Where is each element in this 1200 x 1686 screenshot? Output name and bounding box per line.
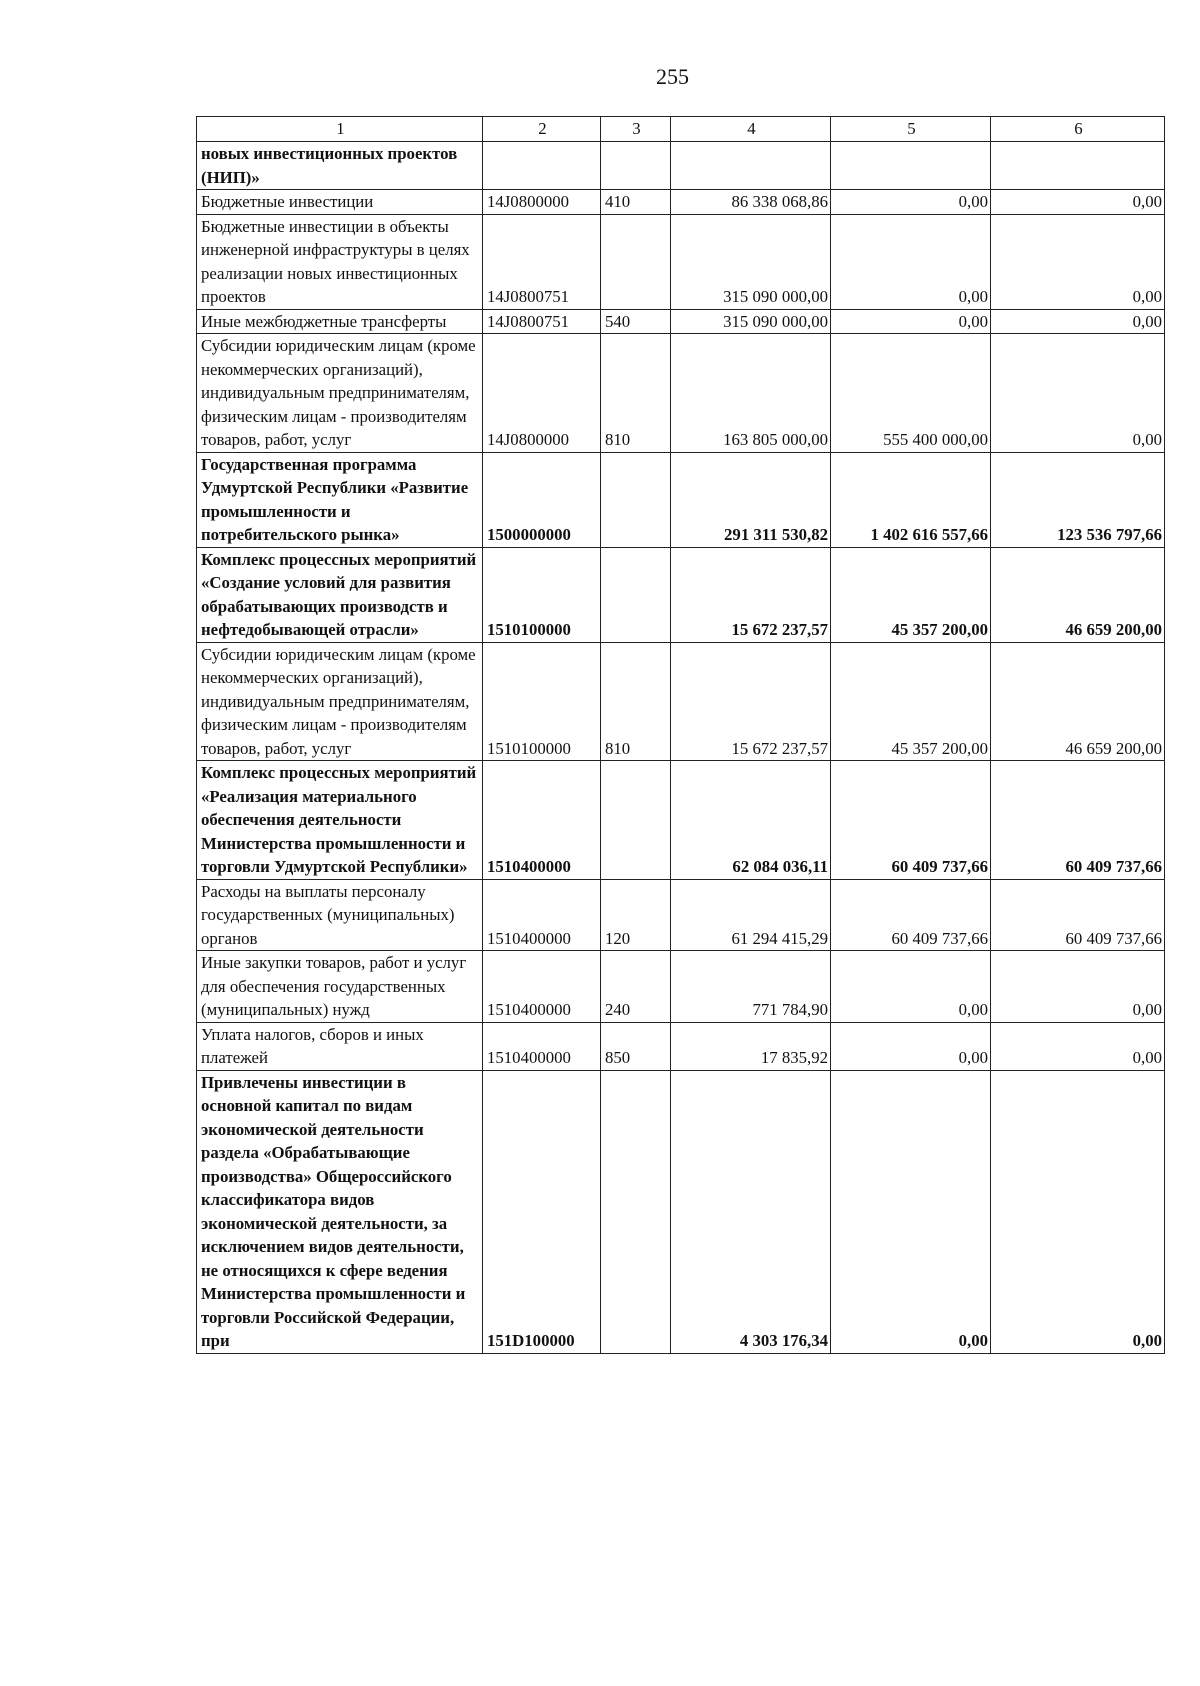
expense-type-cell: 810 (601, 334, 671, 453)
amount-col4-cell: 4 303 176,34 (671, 1070, 831, 1353)
amount-col5-cell: 0,00 (831, 309, 991, 334)
amount-col4-cell: 315 090 000,00 (671, 214, 831, 309)
expense-type-cell (601, 214, 671, 309)
row-name-cell: Уплата налогов, сборов и иных платежей (197, 1022, 483, 1070)
amount-col6-cell: 60 409 737,66 (991, 761, 1165, 880)
amount-col4-cell: 771 784,90 (671, 951, 831, 1023)
amount-col6-cell: 60 409 737,66 (991, 879, 1165, 951)
amount-col4-cell: 62 084 036,11 (671, 761, 831, 880)
target-code-cell: 1510400000 (483, 951, 601, 1023)
amount-col4-cell: 15 672 237,57 (671, 642, 831, 761)
table-row (197, 761, 1165, 880)
table-row (197, 951, 1165, 1023)
expense-type-cell (601, 761, 671, 880)
amount-col5-cell: 60 409 737,66 (831, 761, 991, 880)
amount-col6-cell: 0,00 (991, 190, 1165, 215)
table-row (197, 214, 1165, 309)
amount-col6-cell: 123 536 797,66 (991, 452, 1165, 547)
amount-col6-cell (991, 142, 1165, 190)
row-name-cell: Субсидии юридическим лицам (кроме некоммерческих организаций), индивидуальным предпринимателям, физическим лицам - производителям товаров, работ, услуг (197, 334, 483, 453)
amount-col4-cell: 315 090 000,00 (671, 309, 831, 334)
table-row (197, 547, 1165, 642)
column-number: 2 (483, 117, 601, 142)
amount-col5-cell: 60 409 737,66 (831, 879, 991, 951)
target-code-cell: 14J0800000 (483, 334, 601, 453)
target-code-cell (483, 142, 601, 190)
expense-type-cell (601, 142, 671, 190)
row-name-cell: Иные закупки товаров, работ и услуг для обеспечения государственных (муниципальных) нужд (197, 951, 483, 1023)
expense-type-cell (601, 547, 671, 642)
amount-col5-cell: 45 357 200,00 (831, 547, 991, 642)
amount-col5-cell: 45 357 200,00 (831, 642, 991, 761)
budget-table (196, 116, 1165, 1354)
amount-col5-cell (831, 142, 991, 190)
row-name-cell: Бюджетные инвестиции в объекты инженерной инфраструктуры в целях реализации новых инвестиционных проектов (197, 214, 483, 309)
target-code-cell: 1510400000 (483, 1022, 601, 1070)
target-code-cell: 151D100000 (483, 1070, 601, 1353)
table-row (197, 334, 1165, 453)
table-row (197, 1022, 1165, 1070)
amount-col4-cell: 291 311 530,82 (671, 452, 831, 547)
budget-table-body (197, 117, 1165, 1354)
expense-type-cell: 540 (601, 309, 671, 334)
amount-col6-cell: 46 659 200,00 (991, 642, 1165, 761)
expense-type-cell (601, 1070, 671, 1353)
column-number: 1 (197, 117, 483, 142)
amount-col5-cell: 0,00 (831, 1070, 991, 1353)
expense-type-cell: 850 (601, 1022, 671, 1070)
amount-col6-cell: 0,00 (991, 951, 1165, 1023)
expense-type-cell: 810 (601, 642, 671, 761)
row-name-cell: Иные межбюджетные трансферты (197, 309, 483, 334)
row-name-cell: новых инвестиционных проектов (НИП)» (197, 142, 483, 190)
table-row (197, 452, 1165, 547)
amount-col4-cell: 15 672 237,57 (671, 547, 831, 642)
target-code-cell: 1510100000 (483, 642, 601, 761)
column-number: 3 (601, 117, 671, 142)
table-row (197, 879, 1165, 951)
row-name-cell: Комплекс процессных мероприятий «Создание условий для развития обрабатывающих производств и нефтедобывающей отрасли» (197, 547, 483, 642)
target-code-cell: 14J0800751 (483, 309, 601, 334)
target-code-cell: 1510400000 (483, 879, 601, 951)
amount-col6-cell: 0,00 (991, 334, 1165, 453)
expense-type-cell: 410 (601, 190, 671, 215)
target-code-cell: 14J0800000 (483, 190, 601, 215)
column-number-row (197, 117, 1165, 142)
page-number: 255 (656, 64, 689, 89)
amount-col6-cell: 0,00 (991, 214, 1165, 309)
target-code-cell: 1500000000 (483, 452, 601, 547)
amount-col4-cell: 61 294 415,29 (671, 879, 831, 951)
table-row (197, 309, 1165, 334)
amount-col4-cell: 86 338 068,86 (671, 190, 831, 215)
row-name-cell: Государственная программа Удмуртской Республики «Развитие промышленности и потребительского рынка» (197, 452, 483, 547)
table-row (197, 142, 1165, 190)
target-code-cell: 1510100000 (483, 547, 601, 642)
amount-col5-cell: 0,00 (831, 1022, 991, 1070)
amount-col5-cell: 0,00 (831, 190, 991, 215)
target-code-cell: 1510400000 (483, 761, 601, 880)
amount-col4-cell: 17 835,92 (671, 1022, 831, 1070)
amount-col5-cell: 0,00 (831, 951, 991, 1023)
expense-type-cell (601, 452, 671, 547)
row-name-cell: Комплекс процессных мероприятий «Реализация материального обеспечения деятельности Министерства промышленности и торговли Удмуртской Республики» (197, 761, 483, 880)
row-name-cell: Расходы на выплаты персоналу государственных (муниципальных) органов (197, 879, 483, 951)
expense-type-cell: 120 (601, 879, 671, 951)
target-code-cell: 14J0800751 (483, 214, 601, 309)
amount-col6-cell: 46 659 200,00 (991, 547, 1165, 642)
expense-type-cell: 240 (601, 951, 671, 1023)
amount-col6-cell: 0,00 (991, 1022, 1165, 1070)
amount-col6-cell: 0,00 (991, 1070, 1165, 1353)
amount-col5-cell: 0,00 (831, 214, 991, 309)
row-name-cell: Привлечены инвестиции в основной капитал по видам экономической деятельности раздела «Обрабатывающие производства» Общероссийского классификатора видов экономической деятельности, за исключением видов деятельности, не относящихся к сфере ведения Министерства промышленности и торговли Российской Федерации, при (197, 1070, 483, 1353)
amount-col5-cell: 1 402 616 557,66 (831, 452, 991, 547)
amount-col6-cell: 0,00 (991, 309, 1165, 334)
table-row (197, 642, 1165, 761)
amount-col5-cell: 555 400 000,00 (831, 334, 991, 453)
row-name-cell: Бюджетные инвестиции (197, 190, 483, 215)
amount-col4-cell: 163 805 000,00 (671, 334, 831, 453)
column-number: 5 (831, 117, 991, 142)
table-row (197, 1070, 1165, 1353)
amount-col4-cell (671, 142, 831, 190)
column-number: 6 (991, 117, 1165, 142)
column-number: 4 (671, 117, 831, 142)
table-row (197, 190, 1165, 215)
row-name-cell: Субсидии юридическим лицам (кроме некоммерческих организаций), индивидуальным предпринимателям, физическим лицам - производителям товаров, работ, услуг (197, 642, 483, 761)
